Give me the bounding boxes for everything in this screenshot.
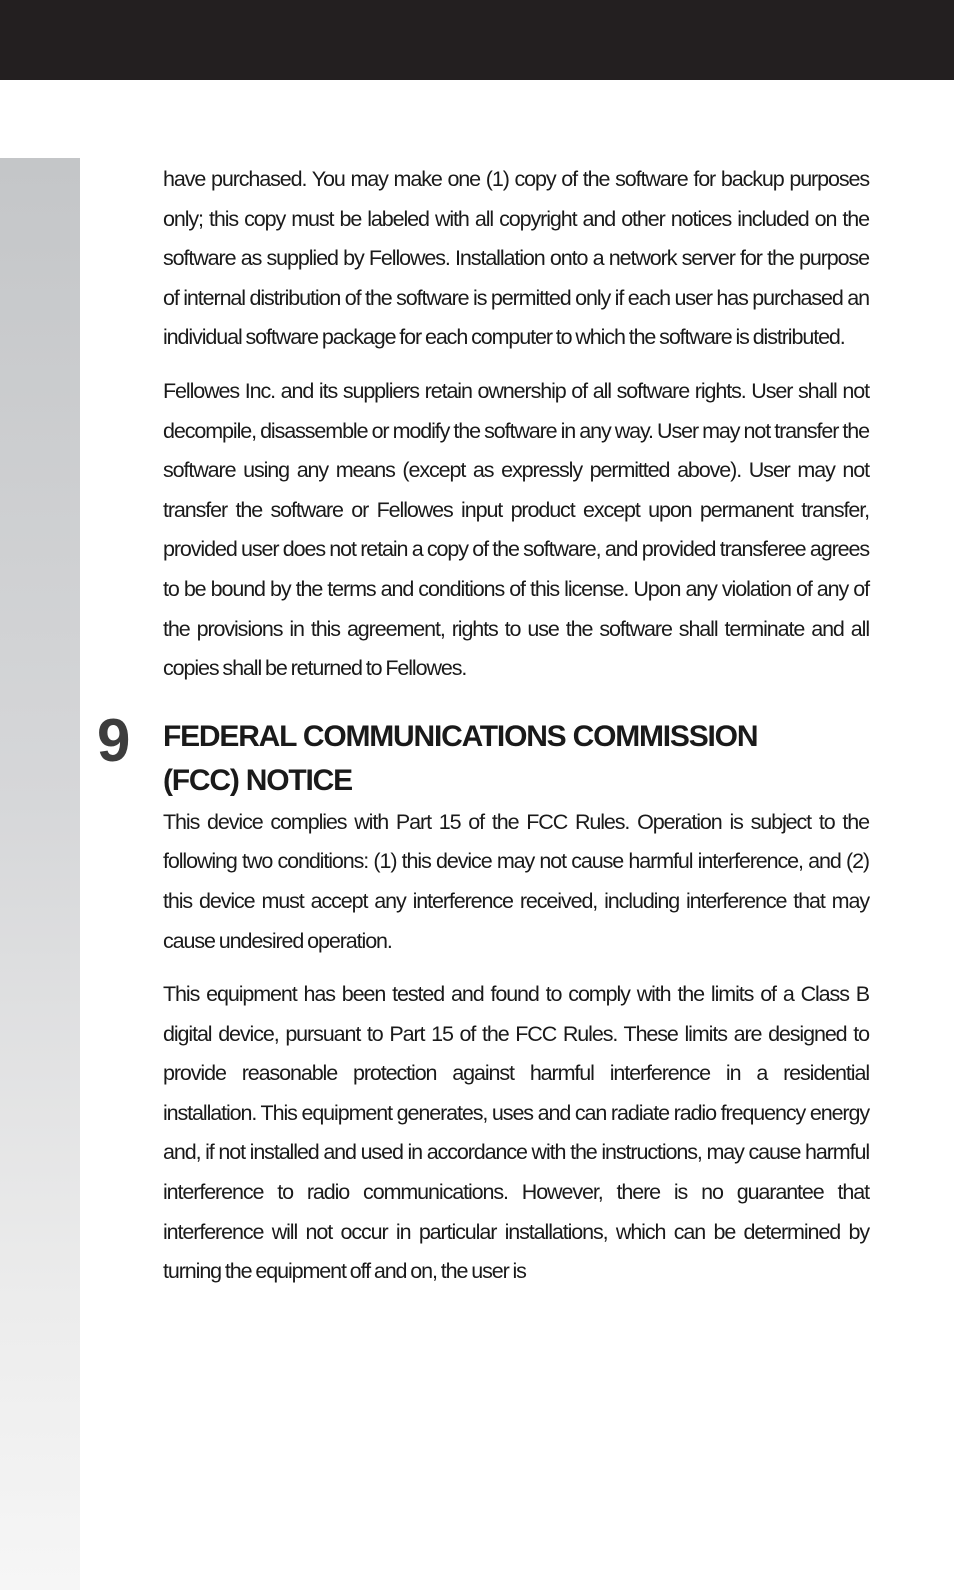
- license-paragraph-2: Fellowes Inc. and its suppliers retain ownership of all software rights. User shall not decompile, disassemble or modify the software in any way. User may not transfer the software using any means (except as expressly permitted above). User may not transfer the software or Fellowes input product except upon permanent transfer, provided user does not retain a copy of the software, and provided transferee agrees to be bound by the terms and conditions of this license. Upon any violation of any of the provisions in this agreement, rights to use the software shall terminate and all copies shall be returned to Fellowes.: [163, 378, 869, 681]
- page-content: [97, 160, 869, 1292]
- fcc-section: [97, 706, 869, 1292]
- section-title-line-2: (FCC) NOTICE: [163, 763, 352, 797]
- header-bar: [0, 0, 954, 80]
- section-number: 9: [97, 706, 129, 774]
- fcc-paragraph-2: This equipment has been tested and found to comply with the limits of a Class B digital device, pursuant to Part 15 of the FCC Rules. These limits are designed to provide reasonable protection against harmful interference in a residential installation. This equipment generates, uses and can radiate radio frequency energy and, if not installed and used in accordance with the instructions, may cause harmful interference to radio communications. However, there is no guarantee that interference will not occur in particular installations, which can be determined by turning the equipment off and on, the user is: [163, 982, 869, 1284]
- license-paragraph-1: have purchased. You may make one (1) copy of the software for backup purposes only; this copy must be labeled with all copyright and other notices included on the software as supplied by Fellowes. Installation onto a network server for the purpose of internal distribution of the software is permitted only if each user has purchased an individual software package for each computer to which the software is distributed.: [163, 167, 869, 350]
- fcc-paragraph-1: This device complies with Part 15 of the FCC Rules. Operation is subject to the following two conditions: (1) this device may not cause harmful interference, and (2) this device must accept any interference received, including interference that may cause undesired operation.: [163, 809, 869, 953]
- section-title-line-1: FEDERAL COMMUNICATIONS COMMISSION: [163, 719, 758, 753]
- side-band: [0, 158, 80, 1590]
- section-title: [163, 715, 869, 803]
